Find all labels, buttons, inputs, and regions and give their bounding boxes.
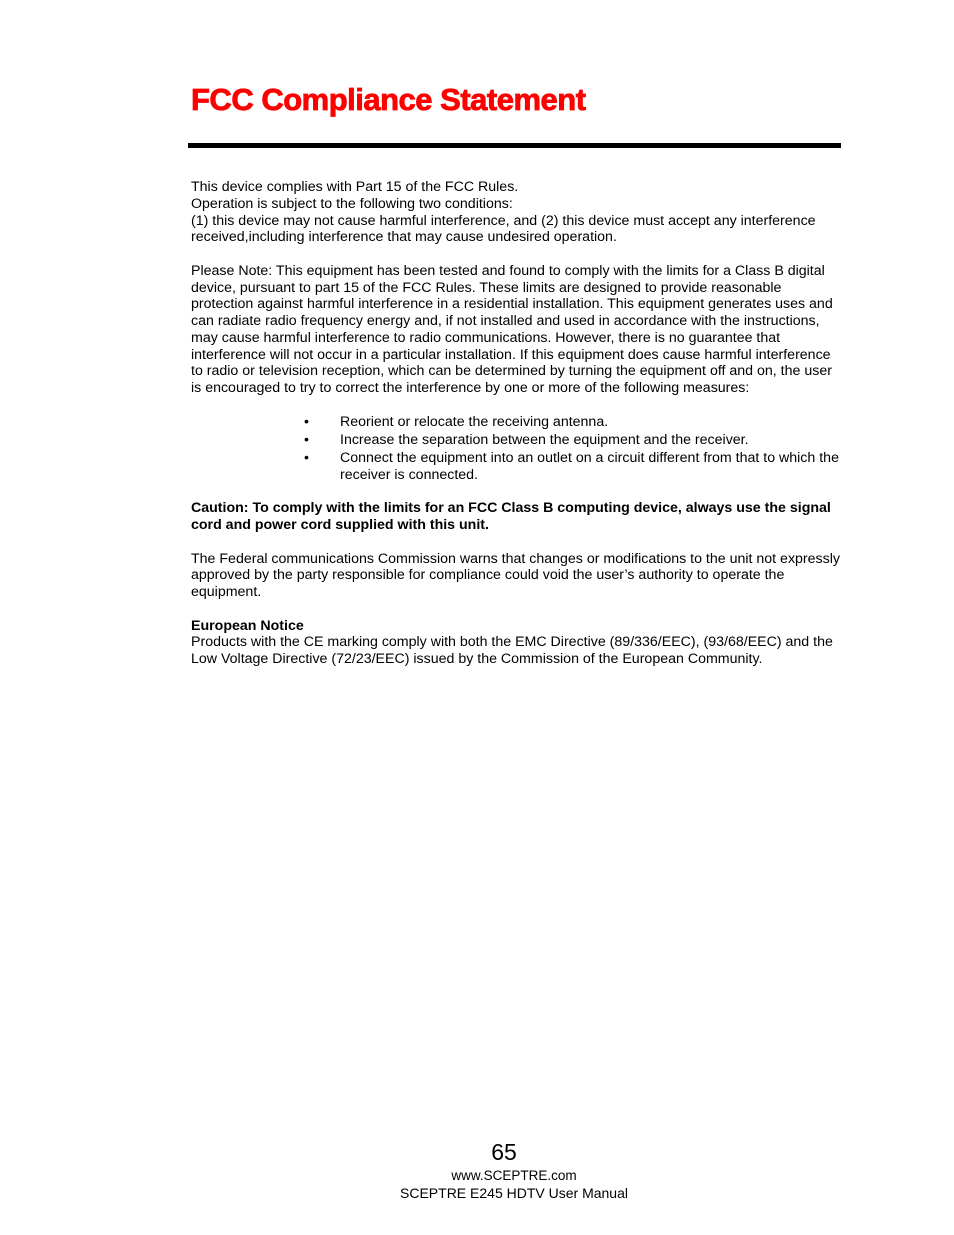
measures-list [191,414,841,484]
intro-line-1: This device complies with Part 15 of the FCC Rules. [191,179,519,195]
intro-conditions: (1) this device may not cause harmful interference, and (2) this device must accept any interference received,including interference that may cause undesired operation. [191,212,816,246]
fcc-warning-paragraph: The Federal communications Commission warns that changes or modifications to the unit not expressly approved by the party responsible for compliance could void the user’s authority to operate the equipment. [191,550,840,600]
bullet-icon: • [304,431,309,448]
footer-manual-title: SCEPTRE E245 HDTV User Manual [400,1185,628,1201]
european-notice-heading: European Notice [191,617,304,634]
intro-line-2: Operation is subject to the following two conditions: [191,195,513,212]
please-note-paragraph: Please Note: This equipment has been tested and found to comply with the limits for a Class B digital device, pursuant to part 15 of the FCC Rules. These limits are designed to provide reasonable protection against harmful interference in a residential installation. This equipment generates uses and can radiate radio frequency energy and, if not installed and used in accordance with the instructions, may cause harmful interference to radio communications. However, there is no guarantee that interference will not occur in a particular installation. If this equipment does cause harmful interference to radio or television reception, which can be determined by turning the equipment off and on, the user is encouraged to try to correct the interference by one or more of the following measures: [191,262,833,396]
measure-text: Connect the equipment into an outlet on a circuit different from that to which the receiver is connected. [340,450,839,483]
bullet-icon: • [304,450,309,466]
title-divider [188,143,841,148]
european-notice-body: Products with the CE marking comply with both the EMC Directive (89/336/EEC), (93/68/EEC) and the Low Voltage Directive (72/23/EEC) issued by the Commission of the European Community. [191,634,833,667]
document-body [191,179,841,685]
list-item [191,450,841,484]
measure-text: Increase the separation between the equipment and the receiver. [340,431,749,448]
page-title: FCC Compliance Statement [191,82,586,117]
page-number: 65 [491,1139,517,1165]
bullet-icon: • [304,413,309,430]
measure-text: Reorient or relocate the receiving antenna. [340,413,609,430]
list-item [191,432,841,449]
list-item [191,414,841,431]
footer-website: www.SCEPTRE.com [451,1168,577,1183]
caution-paragraph: Caution: To comply with the limits for an FCC Class B computing device, always use the signal cord and power cord supplied with this unit. [191,500,831,533]
